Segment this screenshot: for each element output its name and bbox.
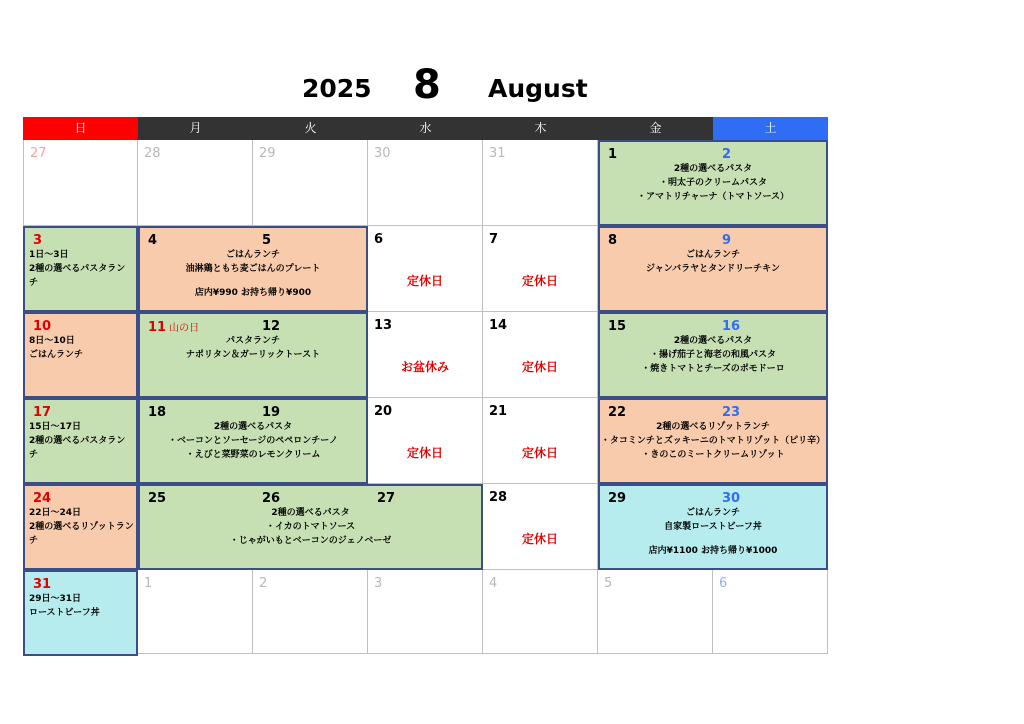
event-line: 自家製ローストビーフ丼 [664, 522, 762, 532]
event-line: ローストビーフ丼 [29, 608, 100, 618]
day-cell [368, 312, 483, 398]
event-text [600, 334, 826, 376]
day-number: 29 [608, 491, 627, 506]
closed-label: 定休日 [406, 274, 443, 288]
day-number: 10 [33, 319, 52, 334]
day-number: 2 [722, 147, 732, 162]
day-cell [253, 570, 368, 654]
weekday-header-tue: 火 [253, 117, 368, 140]
event-line: 2種の選べるパスタ [271, 508, 350, 518]
day-number: 30 [722, 491, 741, 506]
event-text [140, 420, 366, 462]
day-cell [483, 484, 598, 570]
event-text [29, 420, 134, 462]
event-line: パスタランチ [225, 336, 280, 346]
day-number: 13 [374, 318, 393, 333]
event-text [600, 506, 826, 558]
event-line: 2種の選べるパスタランチ [29, 436, 126, 460]
closed-label: 定休日 [521, 532, 558, 546]
day-number: 23 [722, 405, 741, 420]
event-block [138, 312, 368, 398]
day-number: 29 [259, 146, 276, 161]
day-cell [368, 140, 483, 226]
day-number: 31 [489, 146, 506, 161]
event-text [140, 334, 366, 362]
day-number: 11 山の日 [148, 320, 200, 335]
event-line: 8日～10日 [29, 336, 75, 346]
weekday-header-fri: 金 [598, 117, 713, 140]
day-number: 26 [262, 491, 281, 506]
day-number: 15 [608, 319, 627, 334]
event-line: 2種の選べるパスタ [213, 422, 293, 432]
day-number: 3 [374, 576, 383, 591]
event-block [138, 226, 368, 312]
event-block [23, 226, 138, 312]
day-cell [138, 570, 253, 654]
event-line: 2種の選べるリゾットランチ [29, 522, 134, 546]
day-number: 1 [144, 576, 153, 591]
day-number: 9 [722, 233, 732, 248]
event-block [23, 484, 138, 570]
event-line: 2種の選べるパスタ [673, 336, 753, 346]
day-number: 20 [374, 404, 393, 419]
calendar-month: 8 [413, 62, 441, 108]
day-number: 17 [33, 405, 52, 420]
day-cell [713, 570, 828, 654]
day-number: 21 [489, 404, 508, 419]
day-cell [368, 226, 483, 312]
event-text [140, 248, 366, 300]
event-text [140, 506, 481, 548]
weekday-header-sun: 日 [23, 117, 138, 140]
event-block [598, 312, 828, 398]
event-line: 2種の選べるリゾットランチ [656, 422, 770, 432]
obon-label: お盆休み [400, 360, 449, 374]
day-cell [253, 140, 368, 226]
event-line: ・アマトリチャーナ（トマトソース） [636, 192, 790, 202]
day-cell [483, 398, 598, 484]
event-line: ・えびと菜野菜のレモンクリーム [185, 450, 321, 460]
event-line: ・明太子のクリームパスタ [658, 178, 767, 188]
calendar-grid [23, 117, 828, 654]
event-line: ナポリタン＆ガーリックトースト [185, 350, 321, 360]
day-number: 25 [148, 491, 167, 506]
event-line: ごはんランチ [29, 350, 84, 360]
event-text [29, 506, 134, 548]
day-number: 27 [377, 491, 396, 506]
calendar-year: 2025 [302, 74, 372, 103]
event-line: 1日～3日 [29, 250, 69, 260]
event-block [138, 398, 368, 484]
closed-label: 定休日 [521, 360, 558, 374]
day-number: 28 [489, 490, 508, 505]
day-number: 22 [608, 405, 627, 420]
day-number: 14 [489, 318, 508, 333]
event-text [600, 248, 826, 276]
event-line: ・焼きトマトとチーズのポモドーロ [641, 364, 785, 374]
event-block [23, 312, 138, 398]
event-block [598, 484, 828, 570]
day-number: 30 [374, 146, 391, 161]
event-text [29, 592, 134, 620]
day-number: 24 [33, 491, 52, 506]
day-number: 7 [489, 232, 499, 247]
event-block [598, 398, 828, 484]
day-cell [483, 570, 598, 654]
weekday-header-mon: 月 [138, 117, 253, 140]
event-line: 22日～24日 [29, 508, 82, 518]
closed-label: 定休日 [521, 274, 558, 288]
day-number: 4 [489, 576, 498, 591]
day-cell [598, 570, 713, 654]
day-number: 1 [608, 147, 618, 162]
event-line: ・揚げ茄子と海老の和風パスタ [649, 350, 776, 360]
event-text [29, 334, 134, 362]
day-number: 31 [33, 577, 52, 592]
event-line: 2種の選べるパスタランチ [29, 264, 126, 288]
event-price: 店内¥990 お持ち帰り¥900 [194, 288, 312, 298]
event-line: ごはんランチ [685, 250, 740, 260]
day-cell [368, 398, 483, 484]
event-line: ・イカのトマトソース [265, 522, 356, 532]
event-line: 29日～31日 [29, 594, 82, 604]
day-number: 27 [30, 146, 47, 161]
event-block [598, 226, 828, 312]
day-number: 4 [148, 233, 158, 248]
event-line: 15日～17日 [29, 422, 82, 432]
day-number: 18 [148, 405, 167, 420]
day-number: 5 [604, 576, 613, 591]
holiday-label: 山の日 [169, 323, 200, 334]
event-block [138, 484, 483, 570]
event-line: ・じゃがいもとベーコンのジェノベーゼ [229, 536, 392, 546]
day-cell [483, 140, 598, 226]
closed-label: 定休日 [521, 446, 558, 460]
closed-label: 定休日 [406, 446, 443, 460]
day-number: 5 [262, 233, 272, 248]
day-number: 12 [262, 319, 281, 334]
day-number: 28 [144, 146, 161, 161]
weekday-header-thu: 木 [483, 117, 598, 140]
event-block [23, 398, 138, 484]
event-text [600, 162, 826, 204]
event-block [23, 570, 138, 656]
calendar-month-english: August [488, 74, 588, 103]
event-line: ・ベーコンとソーセージのペペロンチーノ [167, 436, 339, 446]
day-number: 8 [608, 233, 618, 248]
event-block [598, 140, 828, 226]
event-line: ごはんランチ [685, 508, 740, 518]
event-line: 油淋鶏ともち麦ごはんのプレート [185, 264, 321, 274]
event-line: ごはんランチ [225, 250, 280, 260]
day-cell [483, 312, 598, 398]
event-text [29, 248, 134, 290]
event-text [600, 420, 826, 462]
day-cell [23, 140, 138, 226]
day-number: 2 [259, 576, 268, 591]
weekday-header-sat: 土 [713, 117, 828, 140]
event-price: 店内¥1100 お持ち帰り¥1000 [648, 546, 778, 556]
event-line: ・きのこのミートクリームリゾット [641, 450, 785, 460]
day-number: 6 [374, 232, 384, 247]
day-cell [483, 226, 598, 312]
day-number: 3 [33, 233, 43, 248]
event-line: ジャンバラヤとタンドリーチキン [645, 264, 781, 274]
day-cell [368, 570, 483, 654]
day-number: 6 [719, 576, 728, 591]
day-cell [138, 140, 253, 226]
weekday-header-wed: 水 [368, 117, 483, 140]
day-number: 16 [722, 319, 741, 334]
event-line: 2種の選べるパスタ [673, 164, 753, 174]
day-number: 19 [262, 405, 281, 420]
event-line: ・タコミンチとズッキーニのトマトリゾット（ピリ辛） [600, 436, 826, 446]
